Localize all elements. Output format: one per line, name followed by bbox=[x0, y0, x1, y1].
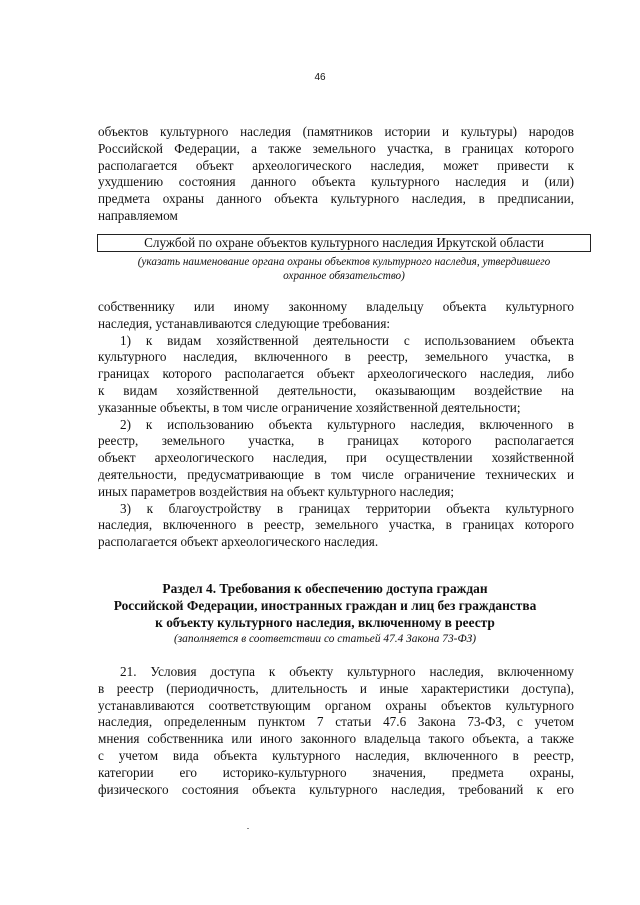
text-line: объектов культурного наследия (памятников истории и культуры) народов bbox=[98, 124, 574, 139]
text-line: ухудшению состояния данного объекта культурного наследия и (или) bbox=[98, 174, 574, 190]
authority-note-line: (указать наименование органа охраны объектов культурного наследия, утвердившего bbox=[137, 256, 551, 268]
text-line: наследия, включенного в реестр, земельного участка, в границах которого bbox=[98, 517, 574, 533]
text-line: наследия, устанавливаются следующие требования: bbox=[98, 315, 391, 331]
text-line: 21. Условия доступа к объекту культурного наследия, включенному bbox=[120, 664, 574, 679]
text-line: объект археологического наследия, при осуществлении хозяйственной bbox=[98, 450, 574, 466]
requirements-paragraph bbox=[98, 299, 574, 551]
authority-note-line: охранное обязательство) bbox=[283, 270, 405, 282]
text-line: наследия, определенным пунктом 7 статьи 47.6 Закона 73-ФЗ, с учетом bbox=[98, 714, 574, 730]
text-line: мнения собственника или иного законного владельца такого объекта, а также bbox=[98, 731, 574, 747]
text-line: культурного наследия, включенного в реестр, земельного участка, в bbox=[98, 349, 574, 365]
section-heading-line: Российской Федерации, иностранных граждан и лиц без гражданства bbox=[113, 597, 537, 613]
requirement-item-2: 2) к использованию объекта культурного наследия, включенного в bbox=[120, 416, 574, 432]
text-line: в реестр (периодичность, длительность и иные характеристики доступа), bbox=[98, 680, 574, 696]
text-line: категории его историко-культурного значения, предмета охраны, bbox=[98, 764, 574, 780]
text-line: Российской Федерации, а также земельного участка, в границах которого bbox=[98, 140, 574, 156]
item-21-paragraph bbox=[98, 664, 574, 798]
text-line: границах которого располагается объект археологического наследия, либо bbox=[98, 366, 574, 382]
text-line: устанавливаются соответствующим органом охраны объектов культурного bbox=[98, 697, 574, 713]
text-line: собственнику или иному законному владельцу объекта культурного bbox=[98, 299, 574, 314]
text-line: располагается объект археологического наследия, может привести к bbox=[98, 157, 574, 173]
requirement-item-3: 3) к благоустройству в границах территории объекта культурного bbox=[120, 500, 574, 516]
text-line: указанные объекты, в том числе ограничение хозяйственной деятельности; bbox=[98, 399, 521, 415]
section-4-heading bbox=[90, 581, 560, 631]
text-line: физического состояния объекта культурного наследия, требований к его bbox=[98, 781, 574, 797]
requirement-item-1: 1) к видам хозяйственной деятельности с использованием объекта bbox=[120, 332, 574, 348]
page-number: 46 bbox=[314, 72, 326, 83]
section-4-note: (заполняется в соответствии со статьей 47.4 Закона 73-ФЗ) bbox=[173, 633, 477, 645]
text-line: иных параметров воздействия на объект культурного наследия; bbox=[98, 483, 455, 499]
text-line: предмета охраны данного объекта культурного наследия, в предписании, bbox=[98, 191, 574, 207]
text-line: с учетом вида объекта культурного наследия, включенного в реестр, bbox=[98, 747, 574, 763]
authority-name-box: Службой по охране объектов культурного наследия Иркутской области bbox=[97, 234, 591, 252]
text-line: деятельности, предусматривающие в том числе ограничение технических и bbox=[98, 466, 574, 482]
text-line: к видам хозяйственной деятельности, оказывающим воздействие на bbox=[98, 382, 574, 398]
section-heading-line: Раздел 4. Требования к обеспечению доступа граждан bbox=[162, 581, 488, 596]
text-line: реестр, земельного участка, в границах которого располагается bbox=[98, 433, 574, 449]
text-line: направляемом bbox=[98, 207, 178, 223]
section-heading-line: к объекту культурного наследия, включенному в реестр bbox=[155, 614, 495, 630]
authority-note bbox=[97, 255, 591, 283]
scan-speck bbox=[247, 828, 249, 829]
intro-paragraph bbox=[98, 124, 574, 225]
text-line: располагается объект археологического наследия. bbox=[98, 534, 379, 550]
